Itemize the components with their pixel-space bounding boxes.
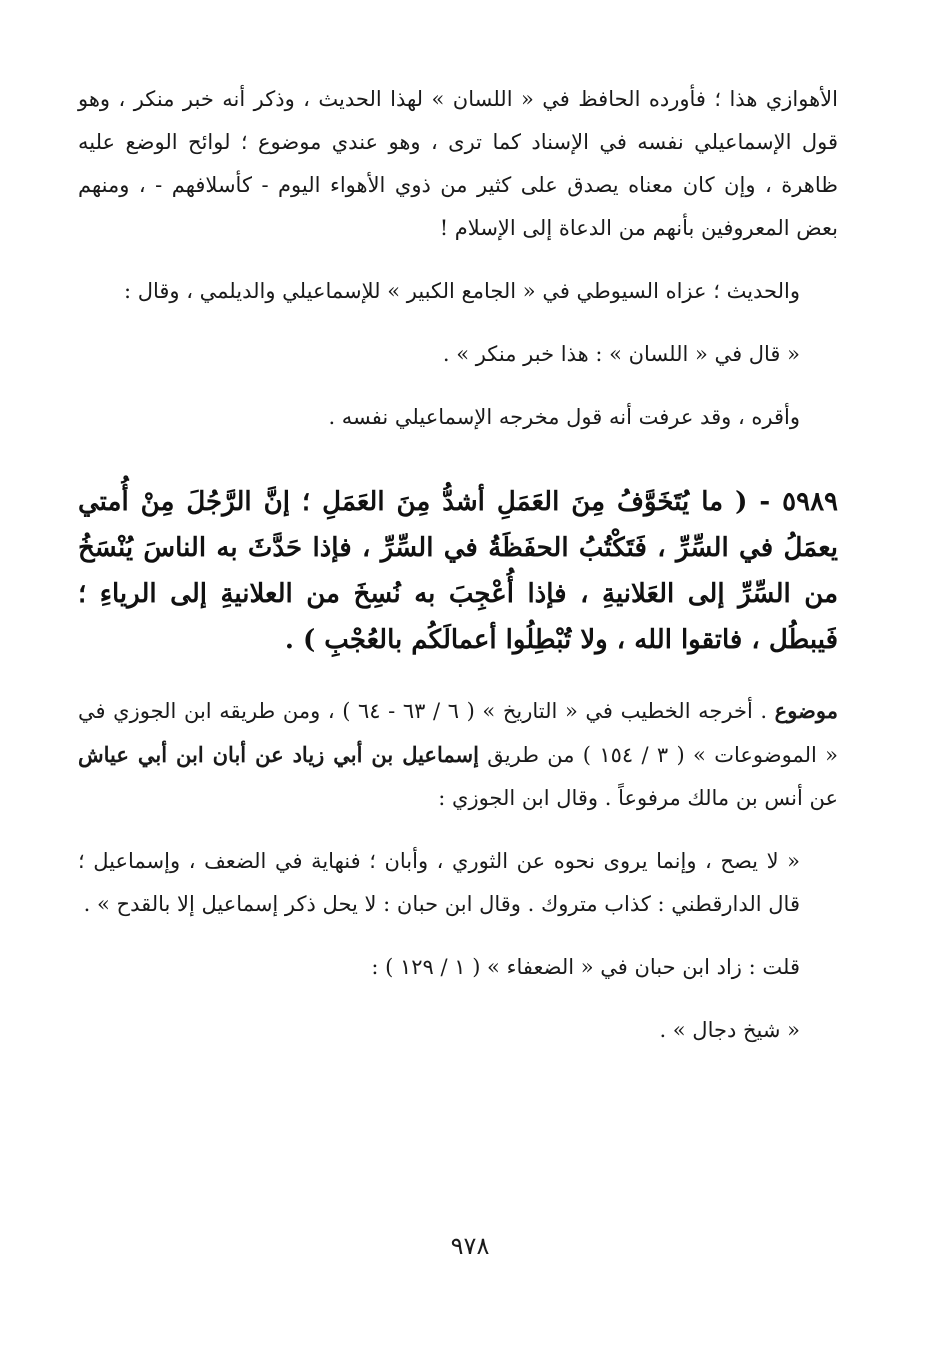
quote-lisan: « قال في « اللسان » : هذا خبر منكر » . [442, 342, 800, 366]
paragraph-ibn-hibban: قلت : زاد ابن حبان في « الضعفاء » ( ١ / ١٢٩ ) : [371, 955, 800, 979]
paragraph-approval: وأقره ، وقد عرفت أنه قول مخرجه الإسماعيلي نفسه . [328, 405, 800, 429]
grade-label: موضوع [774, 698, 838, 723]
paragraph-intro: الأهوازي هذا ؛ فأورده الحافظ في « اللسان » لهذا الحديث ، وذكر أنه خبر منكر ، وهو قول الإسماعيلي نفسه في الإسناد كما ترى ، وهو عندي موضوع ؛ لوائح الوضع عليه ظاهرة ، وإن كان معناه يصدق على كثير من ذوي الأهواء اليوم - كأسلافهم - ، ومنهم بعض المعروفين بأنهم من الدعاة إلى الإسلام ! [78, 87, 838, 240]
page-number: ٩٧٨ [450, 1232, 490, 1260]
paragraph-suyuti: والحديث ؛ عزاه السيوطي في « الجامع الكبير » للإسماعيلي والديلمي ، وقال : [123, 279, 800, 303]
quote-ibn-jawzi: « لا يصح ، وإنما يروى نحوه عن الثوري ، وأبان ؛ فنهاية في الضعف ، وإسماعيل ؛ قال الدارقطني : كذاب متروك . وقال ابن حبان : لا يحل ذكر إسماعيل إلا بالقدح » . [78, 849, 800, 916]
page-body [78, 78, 838, 1052]
hadith-text: ٥٩٨٩ - ( ما يُتَخَوَّفُ مِنَ العَمَلِ أشدُّ مِنَ العَمَلِ ؛ إنَّ الرَّجُلَ مِنْ أُمتي يعمَلُ في السِّرِّ ، فَتَكْتُبُ الحفَظَةُ في السِّرِّ ، فإذا حَدَّثَ به الناسَ يُنْسَخُ من السِّرِّ إلى العَلانيةِ ، فإذا أُعْجِبَ به نُسِخَ من العلانيةِ إلى الرياءِ ؛ فَيبطُل ، فاتقوا الله ، ولا تُبْطِلُوا أعمالَكُم بالعُجْبِ ) . [78, 487, 839, 655]
quote-shaykh-dajjal: « شيخ دجال » . [659, 1018, 800, 1042]
takhrij-text-2: عن أنس بن مالك مرفوعاً . وقال ابن الجوزي : [438, 786, 838, 810]
narrators-chain: إسماعيل بن أبي زياد عن أبان ابن أبي عياش [78, 742, 479, 767]
takhrij-text-1: . أخرجه الخطيب في « التاريخ » ( ٦ / ٦٣ - ٦٤ ) ، ومن طريقه ابن الجوزي في « الموضوعات » ( ٣ / ١٥٤ ) من طريق [78, 699, 838, 767]
paragraph-takhrij [78, 689, 838, 820]
